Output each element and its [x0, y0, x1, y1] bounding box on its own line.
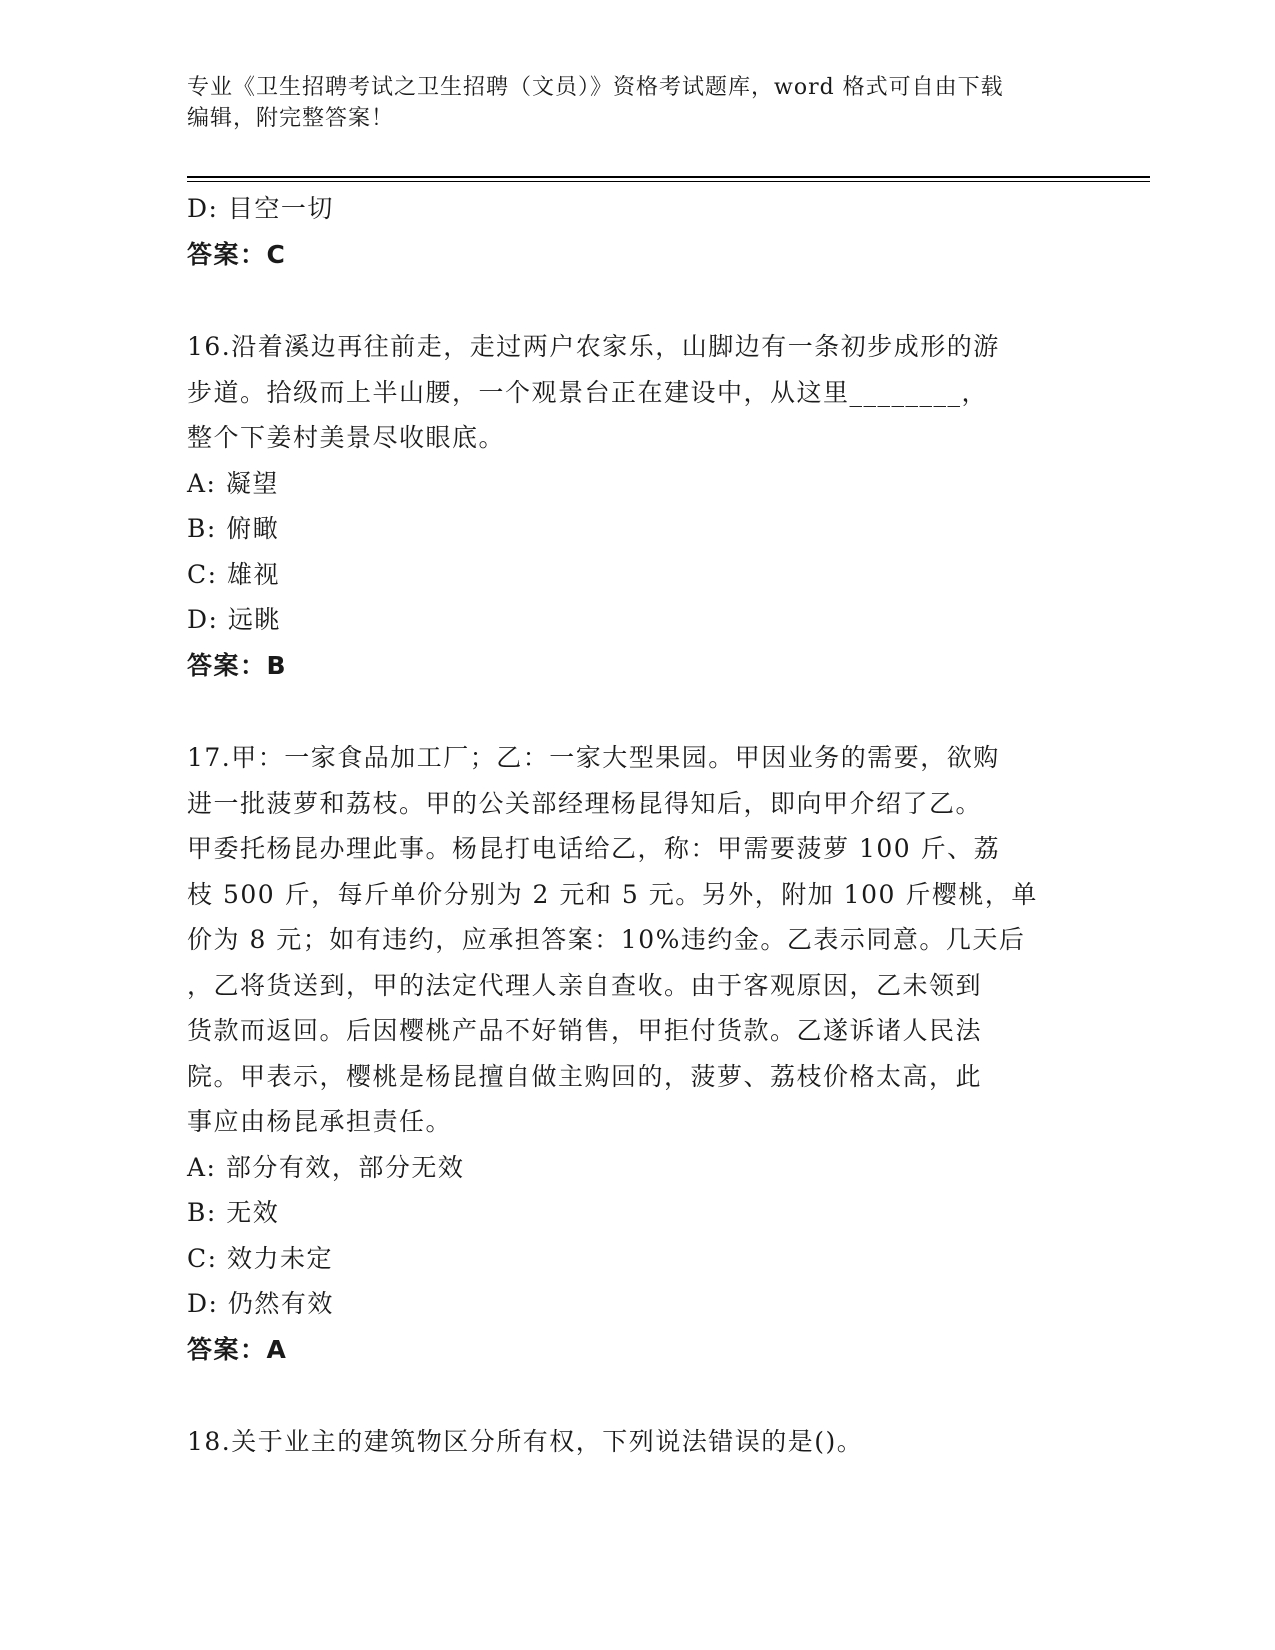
- option-a: A: 凝望: [187, 468, 279, 498]
- page-header: [187, 72, 1067, 134]
- previous-question-tail: [187, 186, 1087, 277]
- header-divider-thin: [187, 181, 1150, 182]
- option-d: D: 仍然有效: [187, 1289, 334, 1318]
- question-stem: [187, 1419, 1087, 1465]
- option-c: C: 雄视: [187, 559, 280, 589]
- option-b: B: 无效: [187, 1198, 280, 1227]
- option-b: B: 俯瞰: [187, 514, 280, 543]
- question-17: [187, 735, 1087, 1372]
- answer-line: 答案：B: [187, 650, 288, 680]
- answer-line: 答案：C: [187, 239, 287, 269]
- question-18: [187, 1419, 1087, 1465]
- option-d: D: 目空一切: [187, 194, 334, 223]
- stem-line: 货款而返回。后因樱桃产品不好销售，甲拒付货款。乙遂诉诸人民法: [187, 1016, 983, 1045]
- stem-line: 17.甲：一家食品加工厂；乙：一家大型果园。甲因业务的需要，欲购: [187, 743, 1000, 772]
- stem-line: 甲委托杨昆办理此事。杨昆打电话给乙，称：甲需要菠萝 100 斤、荔: [187, 834, 1001, 863]
- stem-line: 枝 500 斤，每斤单价分别为 2 元和 5 元。另外，附加 100 斤樱桃，单: [187, 879, 1038, 909]
- stem-line: 步道。拾级而上半山腰，一个观景台正在建设中，从这里________，: [187, 377, 989, 407]
- question-16: [187, 324, 1087, 688]
- stem-line: 院。甲表示，樱桃是杨昆擅自做主购回的，菠萝、荔枝价格太高，此: [187, 1061, 983, 1091]
- question-stem: [187, 735, 1087, 1145]
- header-line: 编辑，附完整答案！: [187, 106, 395, 131]
- stem-line: 18.关于业主的建筑物区分所有权，下列说法错误的是()。: [187, 1427, 864, 1456]
- option-c: C: 效力未定: [187, 1243, 333, 1273]
- question-content: [187, 186, 1087, 1465]
- spacer: [187, 688, 1087, 735]
- stem-line: 价为 8 元；如有违约，应承担答案：10%违约金。乙表示同意。几天后: [187, 925, 1026, 954]
- stem-line: 事应由杨昆承担责任。: [187, 1107, 453, 1136]
- option-d: D: 远眺: [187, 605, 281, 634]
- question-stem: [187, 324, 1087, 461]
- stem-line: ，乙将货送到，甲的法定代理人亲自查收。由于客观原因，乙未领到: [187, 970, 983, 1000]
- spacer: [187, 1372, 1087, 1419]
- option-a: A: 部分有效，部分无效: [187, 1152, 465, 1182]
- stem-line: 整个下姜村美景尽收眼底。: [187, 423, 506, 452]
- header-divider-thick: [187, 176, 1150, 178]
- spacer: [187, 277, 1087, 324]
- answer-line: 答案：A: [187, 1334, 288, 1364]
- stem-line: 16.沿着溪边再往前走，走过两户农家乐，山脚边有一条初步成形的游: [187, 332, 1000, 361]
- header-line: 专业《卫生招聘考试之卫生招聘（文员）》资格考试题库，word 格式可自由下载: [187, 75, 1004, 100]
- stem-line: 进一批菠萝和荔枝。甲的公关部经理杨昆得知后，即向甲介绍了乙。: [187, 788, 983, 818]
